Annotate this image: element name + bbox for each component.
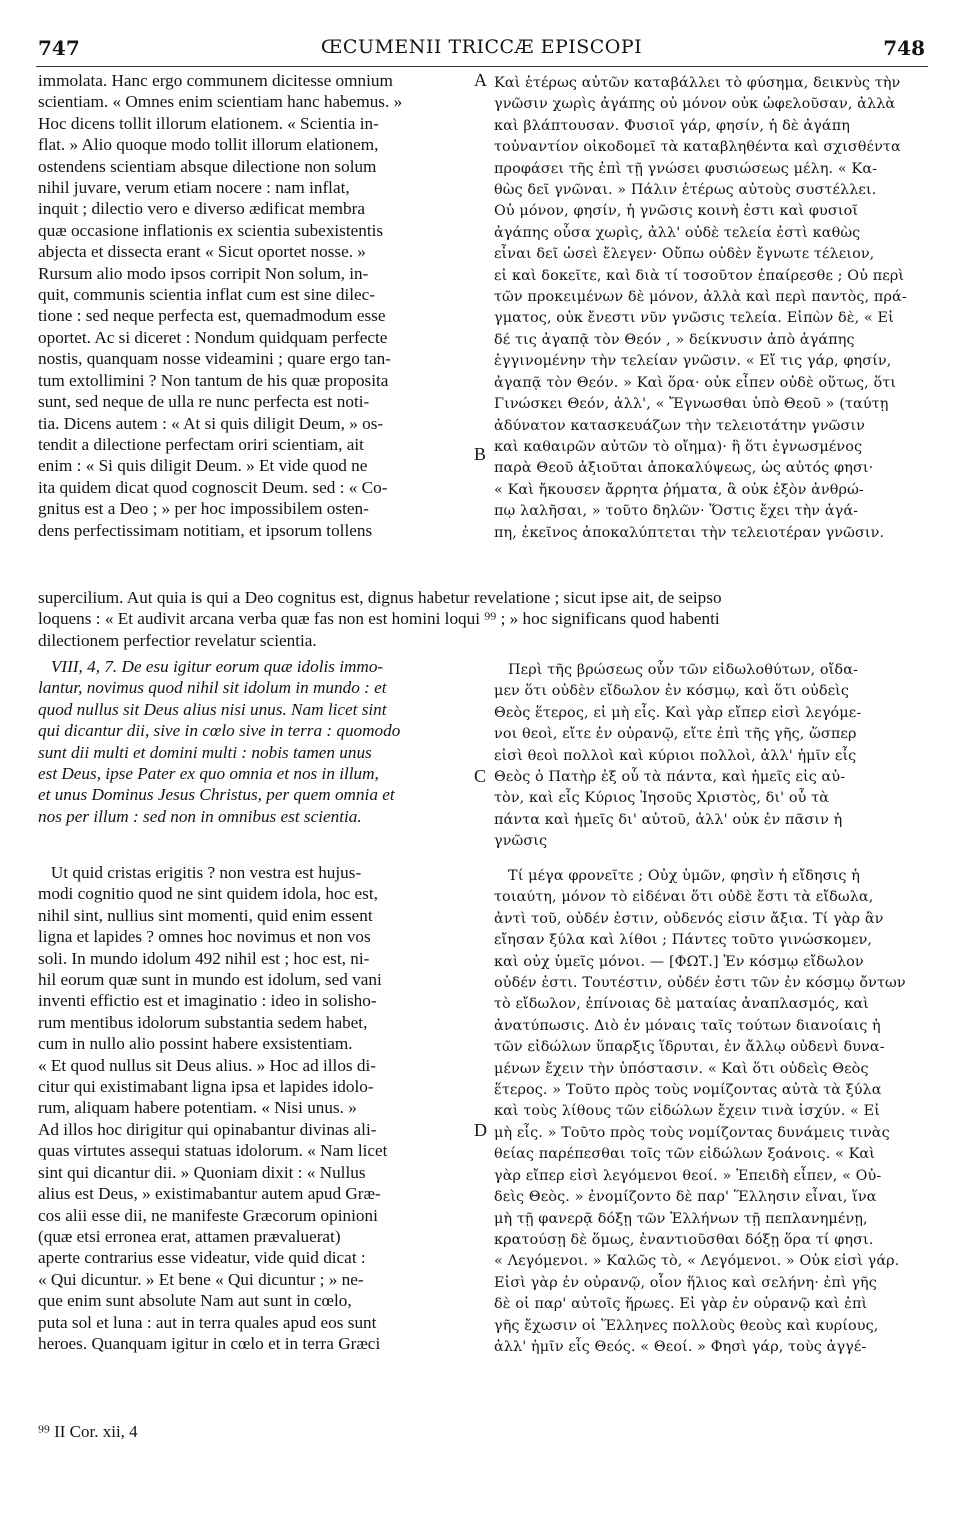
greek-lemma: Περὶ τῆς βρώσεως οὖν τῶν εἰδωλοθύτων, οἴδα- μεν ὅτι οὐδὲν εἴδωλον ἐν κόσμῳ, καὶ ὅτι οὐδεὶς Θεὸς ἕτερος, εἰ μὴ εἷς. Καὶ γὰρ εἴπερ εἰσὶ λεγόμε- νοι θεοὶ, εἴτε ἐν οὐρανῷ, εἴτε ἐπὶ τῆς γῆς, ὥσπερ εἰσὶ θεοὶ πολλοὶ καὶ κύριοι πολλοὶ, ἀλλ' ἡμῖν εἷς Θεὸς ὁ Πατὴρ ἐξ οὗ τὰ πάντα, καὶ ἡμεῖς εἰς αὐ- τὸν, καὶ εἷς Κύριος Ἰησοῦς Χριστὸς, δι' οὗ τὰ πάντα καὶ ἡμεῖς δι' αὐτοῦ, ἀλλ' οὐκ ἐν πᾶσιν ἡ γνῶσις xyxy=(494,662,862,850)
page-number-right: 748 xyxy=(883,36,925,60)
header-rule xyxy=(36,66,928,67)
margin-marker-d: D xyxy=(474,1120,487,1140)
greek-column-2: Τί μέγα φρονεῖτε ; Οὐχ ὑμῶν, φησὶν ἡ εἴδησις ἡ τοιαύτη, μόνον τὸ εἰδέναι ὅτι οὐδὲ ἔστι τὰ εἴδωλα, ἀντὶ τοῦ, οὐδέν ἐστιν, οὐδενός εἰσιν ἄξια. Τί γὰρ ἂν εἴησαν ξύλα καὶ λίθοι ; Πάντες τοῦτο γινώσκομεν, καὶ οὐχ ὑμεῖς μόνοι. — [ΦΩΤ.] Ἐν κόσμῳ εἴδωλον οὐδέν ἐστι. Τουτέστιν, οὐδέν ἐστι τῶν ἐν κόσμῳ ὄντων τὸ εἴδωλον, ἐπίνοιας δὲ ματαίας ἀναπλασμός, καὶ ἀνατύπωσις. Διὸ ἐν μόναις ταῖς τούτων διανοίαις ἡ τῶν εἰδώλων ὕπαρξις ἵδρυται, ἐν ἄλλῳ οὐδενὶ δυνα- μένων ἔχειν τὴν ὑπόστασιν. « Καὶ ὅτι οὐδεὶς Θεὸς ἕτερος. » Τοῦτο πρὸς τοὺς νομίζοντας αὐτὰ τὰ ξύλα καὶ τοὺς λίθους τῶν εἰδώλων ἔχειν τινὰ ἰσχύν. « Εἰ μὴ εἷς. » Τοῦτο πρὸς τοὺς νομίζοντας δυνάμεις τινὰς θείας παρέπεσθαι τοῖς τῶν εἰδώλων ξοάνοις. « Καὶ γὰρ εἴπερ εἰσὶ λεγόμενοι θεοί. » Ἐπειδὴ εἶπεν, « Οὐ- δεὶς Θεὸς. » ἐνομίζοντο δὲ παρ' Ἕλλησιν εἶναι, ἵνα μὴ τῇ φανερᾷ δόξῃ τῶν Ἑλλήνων τῇ πεπλανημένῃ, κρατούσῃ δὲ ὅμως, ἐναντιοῦσθαι δόξῃ ὅρα τί φησι. « Λεγόμενοι. » Καλῶς τὸ, « Λεγόμενοι. » Οὐκ εἰσὶ γάρ. Εἰσὶ γὰρ ἐν οὐρανῷ, οἷον ἥλιος καὶ σελήνη· ἐπὶ γῆς δὲ οἱ παρ' αὐτοῖς ἥρωες. Εἰ γὰρ ἐν οὐρανῷ καὶ ἐπὶ γῆς ἔχωσιν οἱ Ἕλληνες πολλοὺς θεοὺς καὶ κυρίους, ἀλλ' ἡμῖν εἷς Θεός. « Θεοί. » Φησὶ γάρ, τοὺς ἀγγέ- xyxy=(494,868,906,1355)
page-number-left: 747 xyxy=(38,36,80,60)
margin-marker-c: C xyxy=(474,766,487,786)
latin-column-1: immolata. Hanc ergo communem dicitesse omnium scientiam. « Omnes enim scientiam hanc habemus. » Hoc dicens tollit illorum elationem. « Scientia in- flat. » Alio quoque modo tollit illorum elationem, ostendens scientiam absque dilectione non solum nihil juvare, verum etiam nocere : nam inflat, inquit ; dilectio vero e diverso ædificat membra quæ occasione inflationis ex scientia subexistentis abjecta et dissecta erant « Sicut oportet nosse. » Rursum alio modo ipsos corripit Non solum, in- quit, communis scientia inflat cum est sine dilec- tione : sed neque perfecta est, quemadmodum esse oportet. Ac si diceret : Nondum quidquam perfecte nostis, quanquam nosse videamini ; quare ergo tan- tum extollimini ? Non tantum de his quæ proposita sunt, sed neque de ulla re nunc perfecta est noti- tia. Dicens autem : « At si quis diligit Deum, » os- tendit a dilectione perfectam oriri scientiam, ait enim : « Si quis diligit Deum. » Et vide quod ne ita quidem dicat quod cognoscit Deum. sed : « Co- gnitus est a Deo ; » per hoc impossibilem osten- dens perfectissimam notitiam, et ipsorum tollens xyxy=(38,71,403,540)
greek-column-1: Καὶ ἑτέρως αὐτῶν καταβάλλει τὸ φύσημα, δεικνὺς τὴν γνῶσιν χωρὶς ἀγάπης οὐ μόνον οὐκ ὠφελοῦσαν, ἀλλὰ καὶ βλάπτουσαν. Φυσιοῖ γάρ, φησίν, ἡ δὲ ἀγάπη τοὐναντίον οἰκοδομεῖ τὰ καταβληθέντα καὶ σχισθέντα προφάσει τῆς ἐπὶ τῇ γνώσει φυσιώσεως μέλη. « Κα- θὼς δεῖ γνῶναι. » Πάλιν ἑτέρως αὐτοὺς συστέλλει. Οὐ μόνον, φησίν, ἡ γνῶσις κοινὴ ἐστι καὶ φυσιοῖ ἀγάπης οὖσα χωρὶς, ἀλλ' οὐδὲ τελεία ἐστὶ καθὼς εἶναι δεῖ ὡσεὶ ἔλεγεν· Οὔπω οὐδὲν ἔγνωτε τέλειον, εἰ καὶ δοκεῖτε, καὶ διὰ τί τοσοῦτον ἐπαίρεσθε ; Οὐ περὶ τῶν προκειμένων δὲ μόνον, ἀλλὰ καὶ περὶ παντὸς, πρά- γματος, οὐκ ἔνεστι νῦν γνῶσις τελεία. Εἰπὼν δὲ, « Εἰ δέ τις ἀγαπᾷ τὸν Θεόν , » δείκνυσιν ἀπὸ ἀγάπης ἐγγινομένην τὴν τελείαν γνῶσιν. « Εἴ τις γάρ, φησίν, ἀγαπᾷ τὸν Θεόν. » Καὶ ὅρα· οὐκ εἶπεν οὐδὲ οὕτως, ὅτι Γινώσκει Θεόν, ἀλλ', « Ἔγνωσθαι ὑπὸ Θεοῦ » (ταύτῃ ἀδύνατον κατασκευάζων τὴν τελειοτάτην γνῶσιν καὶ καθαιρῶν αὐτῶν τὸ οἴημα)· ἢ ὅτι ἐγνωσμένος παρὰ Θεοῦ ἀξιοῦται ἀποκαλύψεως, ὡς αὐτός φησι· « Καὶ ἤκουσεν ἄρρητα ῥήματα, ἃ οὐκ ἐξὸν ἀνθρώ- πῳ λαλῆσαι, » τοῦτο δηλῶν· Ὅστις ἔχει τὴν ἀγά- πη, ἐκεῖνος ἀποκαλύπτεται τὴν τελειοτέραν γνῶσιν. xyxy=(494,75,907,541)
latin-lemma: VIII, 4, 7. De esu igitur eorum quæ idolis immo- lantur, novimus quod nihil sit idolum in mundo : et quod nullus sit Deus alius nisi unus. Nam licet sint qui dicantur dii, sive in cœlo sive in terra : quomodo sunt dii multi et domini multi : nobis tamen unus est Deus, ipse Pater ex quo omnia et nos in illum, et unus Dominus Jesus Christus, per quem omnia et nos per illum : sed non in omnibus est scientia. xyxy=(38,657,401,826)
page-header xyxy=(0,30,963,70)
latin-column-2: Ut quid cristas erigitis ? non vestra est hujus- modi cognitio quod ne sint quidem idola, hoc est, nihil sint, nullius sint momenti, quid enim essent ligna et lapides ? omnes hoc novimus et non vos soli. In mundo idolum 492 nihil est ; hoc est, ni- hil eorum quæ sunt in mundo est idolum, sed vani inventi effictio est et imaginatio : ideo in solisho- rum mentibus idolorum substantia sedem habet, cum in nullo alio possint habere exsistentiam. « Et quod nullus sit Deus alius. » Hoc ad illos di- citur qui existimabant ligna ipsa et lapides idolo- rum, aliquam habere potentiam. « Nisi unus. » Ad illos hoc dirigitur qui opinabantur divinas ali- quas virtutes assequi statuas idolorum. « Nam licet sint qui dicantur dii. » Quoniam dixit : « Nullus alius est Deus, » existimabantur autem apud Græ- cos alii esse dii, ne manifeste Græcorum opinioni (quæ etsi erronea erat, attamen prævaluerat) aperte contrarius esse videatur, vide quid dicat : « Qui dicuntur. » Et bene « Qui dicuntur ; » ne- que enim sunt absolute Nam aut sunt in cœlo, puta sol et luna : aut in terra quales apud eos sunt heroes. Quanquam igitur in cœlo et in terra Græci xyxy=(38,863,388,1353)
running-title: ŒCUMENII TRICCÆ EPISCOPI xyxy=(320,36,643,58)
margin-marker-a: A xyxy=(474,70,487,90)
margin-marker-b: B xyxy=(474,444,487,464)
footnote: ⁹⁹ II Cor. xii, 4 xyxy=(38,1422,138,1441)
full-width-paragraph: supercilium. Aut quia is qui a Deo cognitus est, dignus habetur revelatione ; sicut ipse ait, de seipso loquens : « Et audivit arcana verba quæ fas non est homini loqui ⁹⁹ ; » hoc significans quod habenti dilectionem perfectior revelatur scientia. xyxy=(38,588,722,650)
